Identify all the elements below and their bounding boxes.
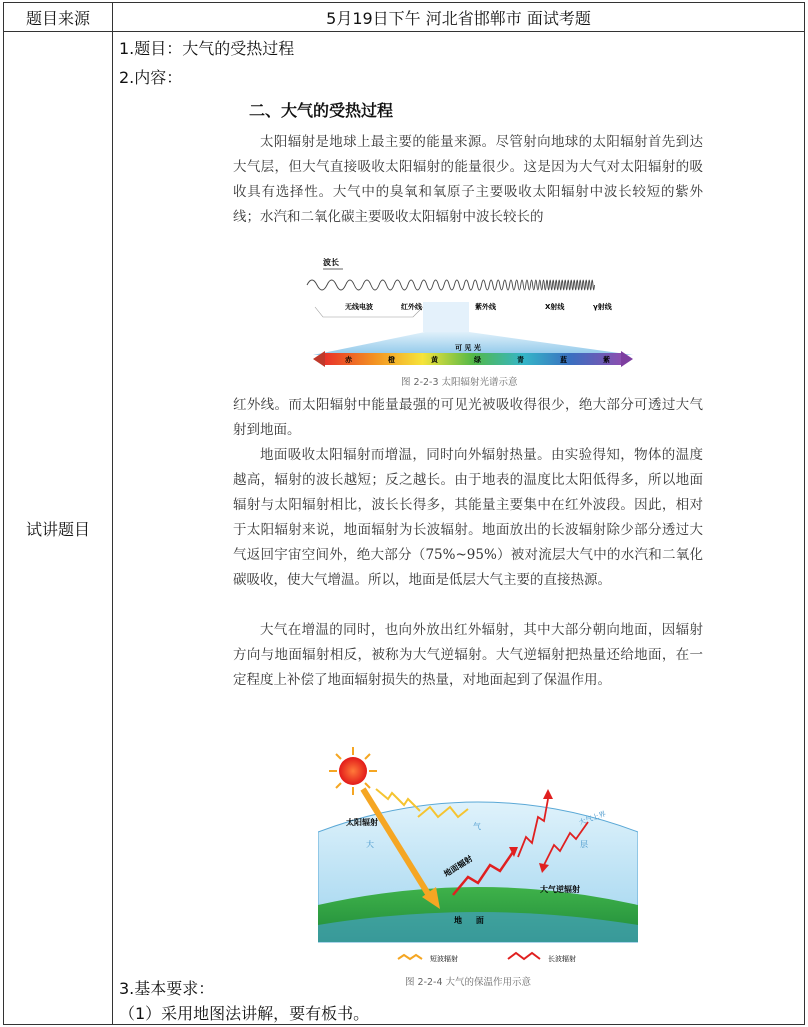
escape-wave-head [543, 789, 553, 799]
region-infrared: 红外线 [401, 303, 422, 311]
row-label: 试讲题目 [4, 32, 113, 1025]
solar-radiation-label: 太阳辐射 [346, 818, 378, 827]
paragraph-3: 地面吸收太阳辐射而增温，同时向外辐射热量。由实验得知，物体的温度越高，辐射的波长越短；反之越长。由于地表的温度比太阳低得多，所以地面辐射与太阳辐射相比，波长长得多，其能量主要集中在红外波段。因此，相对于太阳辐射来说，地面辐射为长波辐射。地面放出的长波辐射除少部分透过大气返回宇宙空间外，绝大部分（75%~95%）被对流层大气中的水汽和二氧化碳吸收，使大气增温。所以，地面是低层大气主要的直接热源。 [233, 447, 703, 588]
item-requirements: 3.基本要求： [119, 979, 215, 998]
sun-icon [329, 747, 377, 795]
legend-short-icon [398, 955, 422, 959]
content-cell [113, 32, 805, 1025]
paragraph-4: 大气在增温的同时，也向外放出红外辐射，其中大部分朝向地面，因辐射方向与地面辐射相反，被称为大气逆辐射。大气逆辐射把热量还给地面，在一定程度上补偿了地面辐射损失的热量，对地面起到了保温作用。 [233, 622, 703, 688]
visible-light-label: 可 见 光 [455, 344, 481, 352]
atmos-char-2: 气 [473, 822, 481, 831]
region-radio: 无线电波 [345, 303, 373, 311]
atmos-char-3: 层 [580, 840, 588, 849]
color-label: 绿 [474, 356, 481, 364]
paragraph-1: 太阳辐射是地球上最主要的能量来源。尽管射向地球的太阳辐射首先到达大气层，但大气直接吸收太阳辐射的能量很少。这是因为大气对太阳辐射的吸收具有选择性。大气中的臭氧和氧原子主要吸收太阳辐射中波长较短的紫外线；水汽和二氧化碳主要吸收太阳辐射中波长较长的 [233, 134, 703, 225]
color-label: 赤 [345, 356, 352, 364]
insulation-diagram [318, 747, 638, 967]
color-label: 青 [517, 356, 524, 364]
spectrum-caption: 图 2-2-3 太阳辐射光谱示意 [401, 377, 518, 388]
wave-line [307, 280, 594, 290]
item-content-label: 2.内容： [119, 68, 183, 87]
header-source-value: 5月19日下午 河北省邯郸市 面试考题 [113, 3, 805, 32]
legend-short-label: 短波辐射 [430, 955, 458, 963]
legend-long-icon [508, 953, 540, 959]
color-label: 黄 [431, 356, 438, 364]
spectrum-figure [303, 247, 643, 372]
counter-radiation-label: 大气逆辐射 [540, 885, 580, 894]
exam-table [3, 2, 805, 1025]
arrow-right [621, 351, 633, 367]
color-label: 紫 [603, 356, 610, 364]
arrow-left [313, 351, 325, 367]
section-title: 二、大气的受热过程 [249, 101, 394, 120]
region-gamma: γ射线 [593, 303, 612, 311]
atmos-char-1: 大 [366, 840, 374, 849]
region-ultraviolet: 紫外线 [475, 303, 496, 311]
color-label: 蓝 [560, 356, 567, 364]
color-label: 橙 [388, 356, 395, 364]
rainbow-band [325, 353, 621, 365]
content-area [113, 32, 804, 1024]
visible-band [423, 302, 469, 332]
upper-boundary-label: 大气上界 [577, 809, 607, 827]
region-xray: X射线 [545, 303, 565, 311]
ground-label: 地 面 [454, 916, 484, 925]
wave-label: 波长 [323, 258, 339, 267]
requirement-1: （1）采用地图法讲解，要有板书。 [119, 1004, 370, 1023]
item-title: 1.题目：大气的受热过程 [119, 39, 295, 58]
header-source-label: 题目来源 [4, 3, 113, 32]
diagram-caption: 图 2-2-4 大气的保温作用示意 [405, 977, 532, 988]
paragraph-2: 红外线。而太阳辐射中能量最强的可见光被吸收得很少，绝大部分可透过大气射到地面。 [233, 397, 703, 438]
ground-radiation-label: 地面辐射 [442, 854, 475, 879]
legend-long-label: 长波辐射 [548, 955, 576, 963]
